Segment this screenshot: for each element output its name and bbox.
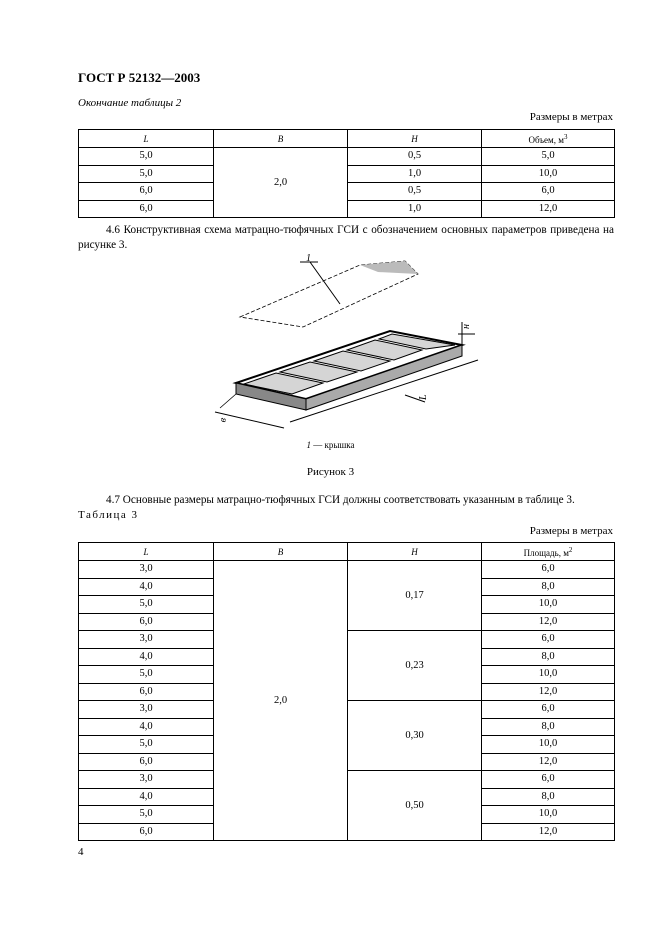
header-L: L xyxy=(79,130,214,148)
cell-volume: 12,0 xyxy=(482,200,615,218)
cell-L: 3,0 xyxy=(79,631,214,649)
cell-volume: 10,0 xyxy=(482,165,615,183)
cell-L: 5,0 xyxy=(79,666,214,684)
cell-area: 8,0 xyxy=(482,718,615,736)
cell-area: 8,0 xyxy=(482,788,615,806)
header-volume xyxy=(482,130,615,148)
figure-3-diagram xyxy=(200,252,500,440)
lid-shaded-edge xyxy=(360,261,418,274)
cell-L: 5,0 xyxy=(79,736,214,754)
cell-H: 0,23 xyxy=(348,631,482,701)
label-l: L xyxy=(418,394,429,400)
cell-L: 6,0 xyxy=(79,823,214,841)
label-b: в xyxy=(217,416,229,424)
cell-area: 10,0 xyxy=(482,736,615,754)
cell-volume: 6,0 xyxy=(482,183,615,201)
cell-H: 0,5 xyxy=(348,183,482,201)
cell-L: 5,0 xyxy=(79,148,214,166)
figure-legend xyxy=(0,440,661,450)
header-area-label: Площадь, м xyxy=(523,548,569,558)
cell-H: 0,50 xyxy=(348,771,482,841)
cell-area: 6,0 xyxy=(482,631,615,649)
header-area xyxy=(482,543,615,561)
cell-L: 4,0 xyxy=(79,788,214,806)
cell-L: 3,0 xyxy=(79,771,214,789)
table-3 xyxy=(78,542,615,841)
document-header: ГОСТ Р 52132—2003 xyxy=(78,70,201,85)
table-2 xyxy=(78,129,615,218)
paragraph-4-7: 4.7 Основные размеры матрацно-тюфячных ГСИ должны соответствовать указанным в таблице 3. xyxy=(106,494,575,506)
cell-L: 3,0 xyxy=(79,701,214,719)
cell-L: 3,0 xyxy=(79,561,214,579)
cell-L: 6,0 xyxy=(79,183,214,201)
table-row xyxy=(79,148,615,166)
table-header-row xyxy=(79,130,615,148)
cell-L: 4,0 xyxy=(79,648,214,666)
cell-L: 5,0 xyxy=(79,806,214,824)
cell-L: 6,0 xyxy=(79,683,214,701)
header-volume-label: Объем, м xyxy=(528,135,564,145)
paragraph-4-6: 4.6 Конструктивная схема матрацно-тюфячных ГСИ с обозначением основных параметров приведена на рисунке 3. xyxy=(78,224,614,251)
cell-L: 4,0 xyxy=(79,718,214,736)
cell-L: 6,0 xyxy=(79,753,214,771)
page-number: 4 xyxy=(78,846,84,858)
cell-H: 0,17 xyxy=(348,561,482,631)
cell-area: 12,0 xyxy=(482,613,615,631)
cell-B: 2,0 xyxy=(214,561,348,841)
cell-area: 8,0 xyxy=(482,578,615,596)
table-header-row xyxy=(79,543,615,561)
cell-area: 6,0 xyxy=(482,701,615,719)
cell-H: 1,0 xyxy=(348,165,482,183)
figure-caption: Рисунок 3 xyxy=(306,466,355,478)
cell-area: 6,0 xyxy=(482,771,615,789)
header-L: L xyxy=(79,543,214,561)
header-H: H xyxy=(348,130,482,148)
cell-L: 6,0 xyxy=(79,613,214,631)
cell-area: 8,0 xyxy=(482,648,615,666)
cell-area: 10,0 xyxy=(482,596,615,614)
table2-units: Размеры в метрах xyxy=(529,111,613,123)
lid-leader-line xyxy=(310,262,340,304)
cell-L: 5,0 xyxy=(79,165,214,183)
header-B: B xyxy=(214,543,348,561)
cell-B: 2,0 xyxy=(214,148,348,218)
cell-area: 12,0 xyxy=(482,753,615,771)
table2-caption: Окончание таблицы 2 xyxy=(78,97,182,109)
label-1: 1 xyxy=(306,253,311,264)
cell-area: 12,0 xyxy=(482,683,615,701)
header-H: H xyxy=(348,543,482,561)
legend-number: 1 xyxy=(306,440,311,450)
table3-name: Таблица 3 xyxy=(78,509,139,521)
cell-L: 5,0 xyxy=(79,596,214,614)
header-volume-exponent: 3 xyxy=(563,133,568,141)
cell-area: 10,0 xyxy=(482,666,615,684)
header-area-exponent: 2 xyxy=(568,546,573,554)
header-B: B xyxy=(214,130,348,148)
cell-H: 0,30 xyxy=(348,701,482,771)
table-row xyxy=(79,561,615,579)
cell-H: 0,5 xyxy=(348,148,482,166)
cell-area: 12,0 xyxy=(482,823,615,841)
legend-text: — крышка xyxy=(310,440,355,450)
cell-area: 6,0 xyxy=(482,561,615,579)
cell-L: 4,0 xyxy=(79,578,214,596)
cell-volume: 5,0 xyxy=(482,148,615,166)
cell-L: 6,0 xyxy=(79,200,214,218)
label-h: н xyxy=(461,324,472,329)
cell-area: 10,0 xyxy=(482,806,615,824)
table3-units: Размеры в метрах xyxy=(529,525,613,537)
cell-H: 1,0 xyxy=(348,200,482,218)
